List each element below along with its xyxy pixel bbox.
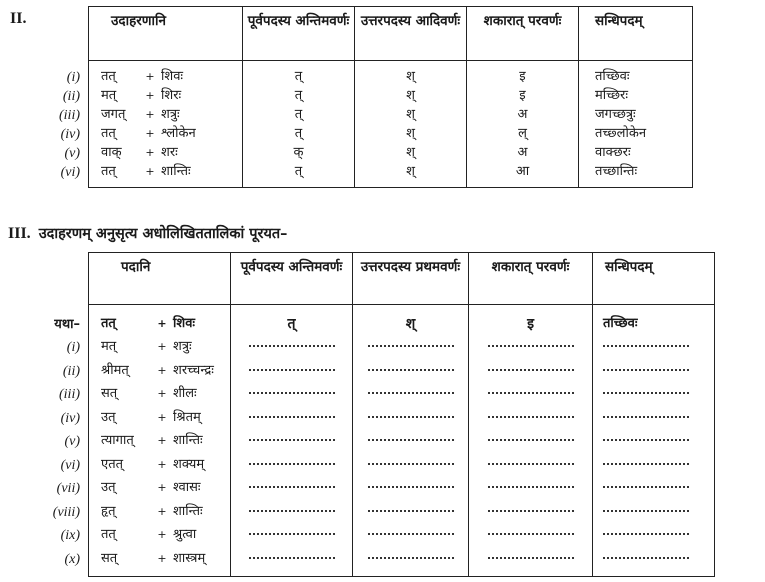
next-first-cell: श् श् श् श् श् श् [355,61,467,188]
table-row: तत् + शान्तिः [101,164,191,179]
row-label: (vii) [56,481,80,496]
blank-field[interactable] [231,382,352,406]
blank-field[interactable] [353,406,468,430]
table-row: श्रीमत् + शरच्चन्द्रः [101,362,214,378]
blank-field[interactable] [603,335,714,359]
section-3-instruction: उदाहरणम् अनुसृत्य अधोलिखिततालिकां पूरयत– [38,226,288,242]
header-after-sha: शकारात् परवर्णः [469,253,593,305]
blank-field[interactable] [603,453,714,477]
blank-field[interactable] [353,523,468,547]
after-sha-cell: इ इ अ ल् अ आ [467,61,579,188]
blank-field[interactable] [469,453,592,477]
sandhi-cell: तच्छिवः मच्छिरः जगच्छत्रुः तच्छ्लोकेन वाक्छरः तच्छान्तिः [579,61,693,188]
blank-field[interactable] [469,382,592,406]
blank-field[interactable] [603,429,714,453]
header-next-first: उत्तरपदस्य प्रथमवर्णः [353,253,469,305]
table-row: तत् + श्लोकेन [101,126,196,141]
blank-field[interactable] [469,547,592,571]
blank-field[interactable] [353,547,468,571]
prev-last-cell: त् [231,305,353,577]
table-row: मत् + शिरः [101,88,182,103]
prev-last-cell: त् त् त् त् क् त् [243,61,355,188]
row-label: (i) [66,70,80,85]
table-row: वाक् + शरः [101,145,178,160]
blank-field[interactable] [353,359,468,383]
table-row: उत् + श्वासः [101,480,201,495]
table-row: उत् + श्रितम् [101,409,201,425]
table-row: तत् + शिवः [101,69,184,84]
blank-field[interactable] [353,335,468,359]
row-label: (v) [64,146,80,161]
blank-field[interactable] [353,429,468,453]
row-label: (i) [66,340,80,355]
blank-field[interactable] [231,429,352,453]
blank-field[interactable] [603,547,714,571]
blank-field[interactable] [603,523,714,547]
row-label: (iii) [59,387,80,402]
examples-cell [89,61,243,188]
blank-field[interactable] [469,476,592,500]
header-prev-last: पूर्वपदस्य अन्तिमवर्णः [231,253,353,305]
table-row: त्यागात् + शान्तिः [101,433,203,448]
row-label: (ii) [62,363,80,379]
example-label: यथा– [54,317,80,332]
row-label: (iv) [60,410,80,426]
blank-field[interactable] [469,523,592,547]
blank-field[interactable] [603,476,714,500]
table-row: जगत् + शत्रुः [101,107,180,122]
row-label: (iv) [60,127,80,142]
row-label: (v) [64,434,80,449]
blank-field[interactable] [353,382,468,406]
row-label: (viii) [52,504,80,520]
header-prev-last: पूर्वपदस्य अन्तिमवर्णः [243,7,355,61]
header-next-first: उत्तरपदस्य आदिवर्णः [355,7,467,61]
blank-field[interactable] [231,406,352,430]
blank-field[interactable] [231,476,352,500]
words-cell [89,305,231,577]
after-sha-cell: इ [469,305,593,577]
row-label: (x) [64,551,80,567]
section-3-row-labels [20,314,80,571]
section-3-number: III. [8,225,31,242]
section-3-heading [8,223,287,243]
table-row: सत् + शास्त्रम् [101,550,206,566]
table-row: तत् + श्रुत्वा [101,527,197,542]
blank-field[interactable] [231,523,352,547]
row-label: (vi) [60,165,80,180]
row-label: (vi) [60,457,80,473]
header-after-sha: शकारात् परवर्णः [467,7,579,61]
blank-field[interactable] [353,453,468,477]
blank-field[interactable] [231,500,352,524]
row-label: (iii) [59,108,80,123]
blank-field[interactable] [231,359,352,383]
blank-field[interactable] [603,500,714,524]
table-row: मत् + शत्रुः [101,339,192,354]
table-row: एतत् + शक्यम् [101,456,205,472]
blank-field[interactable] [469,359,592,383]
header-examples: उदाहरणानि [89,7,243,61]
header-sandhi: सन्धिपदम् [593,253,715,305]
blank-field[interactable] [469,429,592,453]
header-words: पदानि [89,253,231,305]
blank-field[interactable] [231,453,352,477]
section-2-row-labels [30,68,80,182]
blank-field[interactable] [231,547,352,571]
blank-field[interactable] [469,406,592,430]
blank-field[interactable] [603,359,714,383]
next-first-cell: श् [353,305,469,577]
row-label: (ii) [62,89,80,104]
blank-field[interactable] [603,406,714,430]
blank-field[interactable] [353,500,468,524]
blank-field[interactable] [469,335,592,359]
blank-field[interactable] [603,382,714,406]
table-row: सत् + शीलः [101,386,197,401]
blank-field[interactable] [469,500,592,524]
blank-field[interactable] [353,476,468,500]
blank-field[interactable] [231,335,352,359]
section-2-number: II. [10,10,27,27]
sandhi-cell: तच्छिवः [593,305,715,577]
fill-in-table [88,252,715,577]
table-row: हृत् + शान्तिः [101,503,203,519]
header-sandhi: सन्धिपदम् [579,7,693,61]
row-label: (ix) [60,528,80,543]
example-row: तत् + शिवः [101,316,196,331]
sandhi-examples-table [88,6,693,188]
